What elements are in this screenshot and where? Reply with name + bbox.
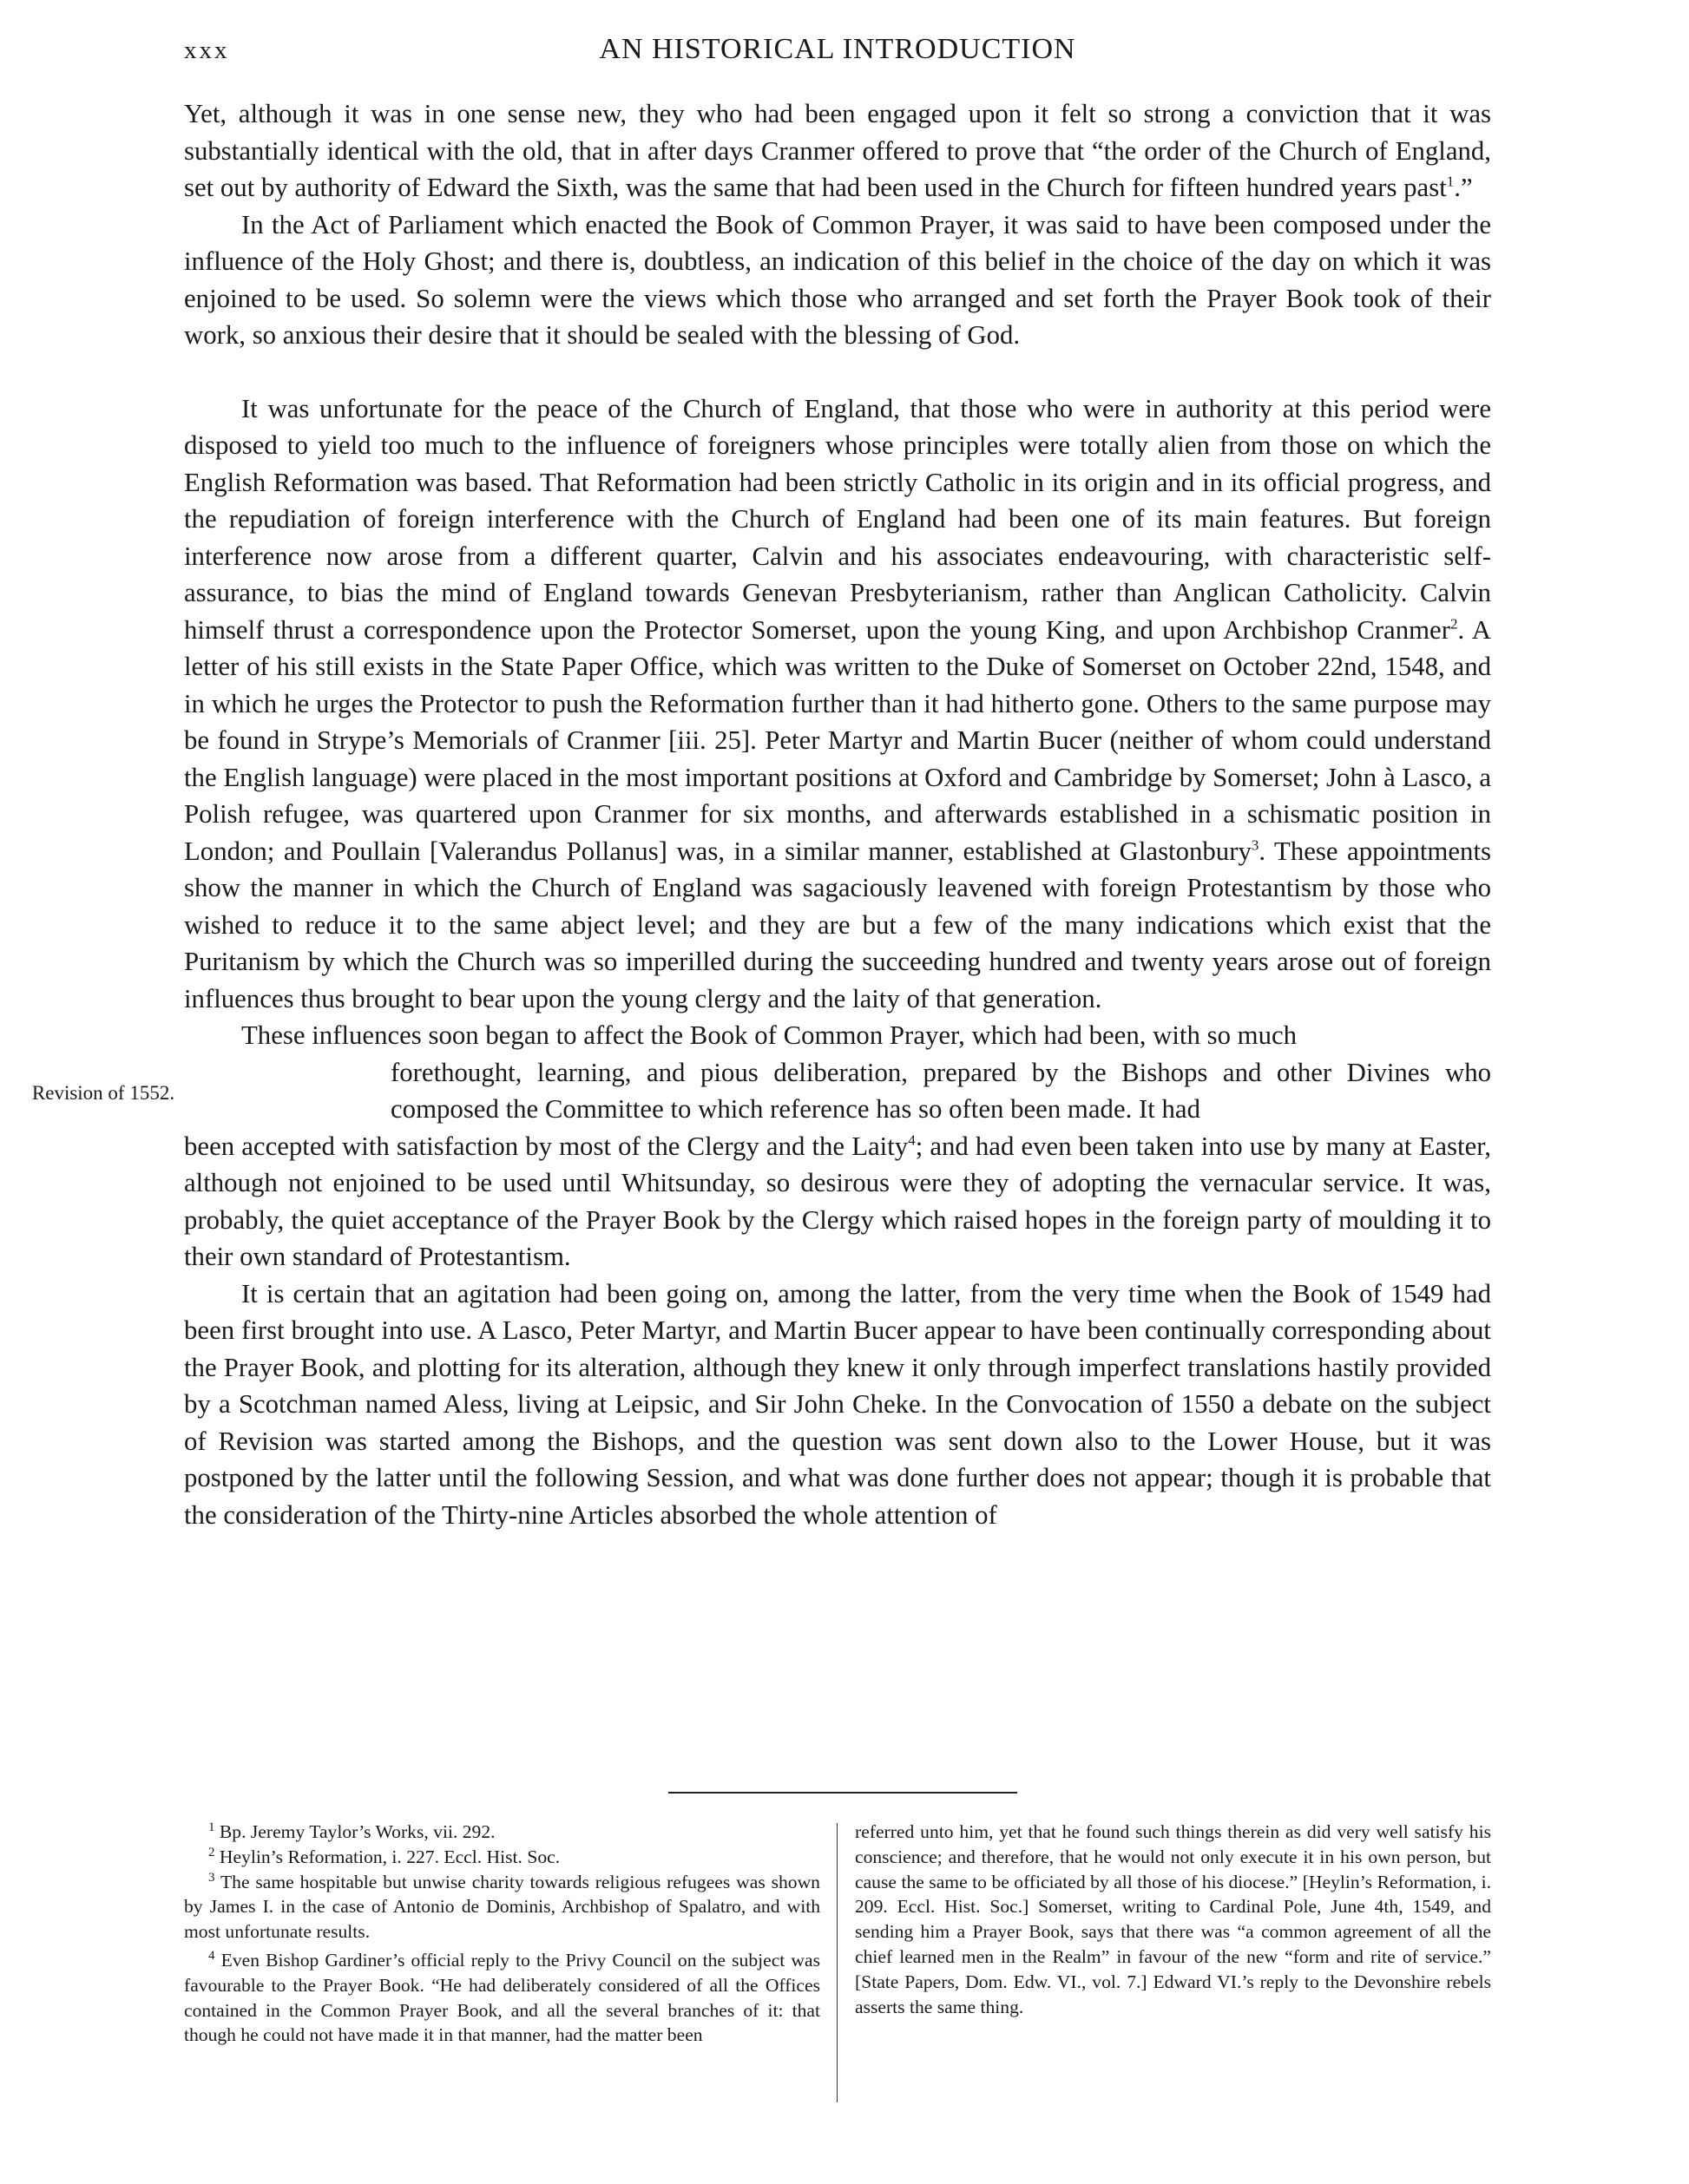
paragraph-2: In the Act of Parliament which enacted the Book of Common Prayer, it was said to have been composed under the influence of the Holy Ghost; and there is, doubtless, an indication of this belief in the choice of the day on which it was enjoined to be used. So solemn were the views which those who arranged and set forth the Prayer Book took of their work, so anxious their desire that it should be sealed with the blessing of God.: [184, 209, 1491, 350]
footnote-column-left: [184, 1820, 820, 2048]
paragraph-5: It is certain that an agitation had been going on, among the latter, from the very time when the Book of 1549 had been first brought into use. A Lasco, Peter Martyr, and Martin Bucer appear to have been continually corresponding about the Prayer Book, and plotting for its alteration, although they knew it only through imperfect translations hastily provided by a Scotchman named Aless, living at Leipsic, and Sir John Cheke. In the Convocation of 1550 a debate on the subject of Revision was started among the Bishops, and the question was sent down also to the Lower House, but it was postponed by the latter until the following Session, and what was done further does not appear; though it is probable that the consideration of the Thirty-nine Articles absorbed the whole attention of: [184, 1278, 1491, 1530]
running-title: AN HISTORICAL INTRODUCTION: [599, 33, 1076, 65]
footnote-4-continued: referred unto him, yet that he found such things therein as did very well satisfy his conscience; and therefore, that he would not only execute it in his own person, but cause the same to be officiated by all those of his diocese.” [Heylin’s Reformation, i. 209. Eccl. Hist. Soc.] Somerset, writing to Cardinal Pole, June 4th, 1549, and sending him a Prayer Book, says that there was “a common agreement of all the chief learned men in the Realm” in favour of the new “form and rite of service.” [State Papers, Dom. Edw. VI., vol. 7.] Edward VI.’s reply to the Devonshire rebels asserts the same thing.: [855, 1821, 1491, 2017]
section-break: [184, 354, 1491, 390]
footnote-column-right: [855, 1820, 1491, 2019]
column-divider: [837, 1823, 838, 2102]
page-header: [184, 33, 1491, 76]
footnote-3: $^3$ The same hospitable but unwise charity towards religious refugees was shown by James I. in the case of Antonio de Dominis, Archbishop of Spalatro, and with most unfortunate results.: [184, 1870, 820, 1943]
paragraph-4-indented-lines: forethought, learning, and pious deliberation, prepared by the Bishops and other Divines who composed the Committee to which reference has so often been made. It had: [391, 1057, 1491, 1124]
footnote-ref-4: 4: [908, 1131, 916, 1149]
main-text: [31, 95, 1492, 1533]
footnote-2: $^2$ Heylin’s Reformation, i. 227. Eccl. Hist. Soc.: [208, 1845, 561, 1867]
paragraph-4: These influences soon began to affect the Book of Common Prayer, which had been, with so much: [241, 1020, 1298, 1050]
paragraph-4-continued: been accepted with satisfaction by most of the Clergy and the Laity$^4$; and had even been taken into use by many at Easter, although not enjoined to be used until Whitsunday, so desirous were they of adopting the vernacular service. It was, probably, the quiet acceptance of the Prayer Book by the Clergy which raised hopes in the foreign party of moulding it to their own standard of Protestantism.: [184, 1131, 1491, 1271]
paragraph-3: It was unfortunate for the peace of the Church of England, that those who were in authority at this period were disposed to yield too much to the influence of foreigners whose principles were totally alien from those on which the English Reformation was based. That Reformation had been strictly Catholic in its origin and in its official progress, and the repudiation of foreign interference with the Church of England had been one of its main features. But foreign interference now arose from a different quarter, Calvin and his associates endeavouring, with characteristic self-assurance, to bias the mind of England towards Genevan Presbyterianism, rather than Anglican Catholicity. Calvin himself thrust a correspondence upon the Protector Somerset, upon the young King, and upon Archbishop Cranmer$^2$. A letter of his still exists in the State Paper Office, which was written to the Duke of Somerset on October 22nd, 1548, and in which he urges the Protector to push the Reformation further than it had hitherto gone. Others to the same purpose may be found in Strype’s Memorials of Cranmer [iii. 25]. Peter Martyr and Martin Bucer (neither of whom could understand the English language) were placed in the most important positions at Oxford and Cambridge by Somerset; John à Lasco, a Polish refugee, was quartered upon Cranmer for six months, and afterwards established in a schismatic position in London; and Poullain [Valerandus Pollanus] was, in a similar manner, established at Glastonbury$^3$. These appointments show the manner in which the Church of England was sagaciously leavened with foreign Protestantism by those who wished to reduce it to the same abject level; and they are but a few of the many indications which exist that the Puritanism by which the Church was so imperilled during the succeeding hundred and twenty years arose out of foreign influences thus brought to bear upon the young clergy and the laity of that generation.: [184, 393, 1492, 1013]
footnote-ref-3: 3: [1251, 836, 1259, 854]
page-number: xxx: [184, 36, 230, 64]
footnote-ref-1: 1: [1446, 173, 1455, 190]
paragraph-1: Yet, although it was in one sense new, they who had been engaged upon it felt so strong a conviction that it was substantially identical with the old, that in after days Cranmer offered to prove that “the order of the Church of England, set out by authority of Edward the Sixth, was the same that had been used in the Church for fifteen hundred years past$^1$.”: [184, 99, 1491, 202]
footnote-4: $^4$ Even Bishop Gardiner’s official reply to the Privy Council on the subject was favourable to the Prayer Book. “He had deliberately considered of all the Offices contained in the Common Prayer Book, and all the several branches of it: that though he could not have made it in that manner, had the matter been: [184, 1948, 820, 2046]
footnote-ref-2: 2: [1449, 615, 1458, 633]
footnote-1: $^1$ Bp. Jeremy Taylor’s Works, vii. 292.: [208, 1820, 496, 1842]
footnote-separator: [668, 1792, 1017, 1794]
margin-note: Revision of 1552.: [31, 1081, 175, 1104]
paragraph-4-hanging-block: [31, 1054, 1491, 1128]
